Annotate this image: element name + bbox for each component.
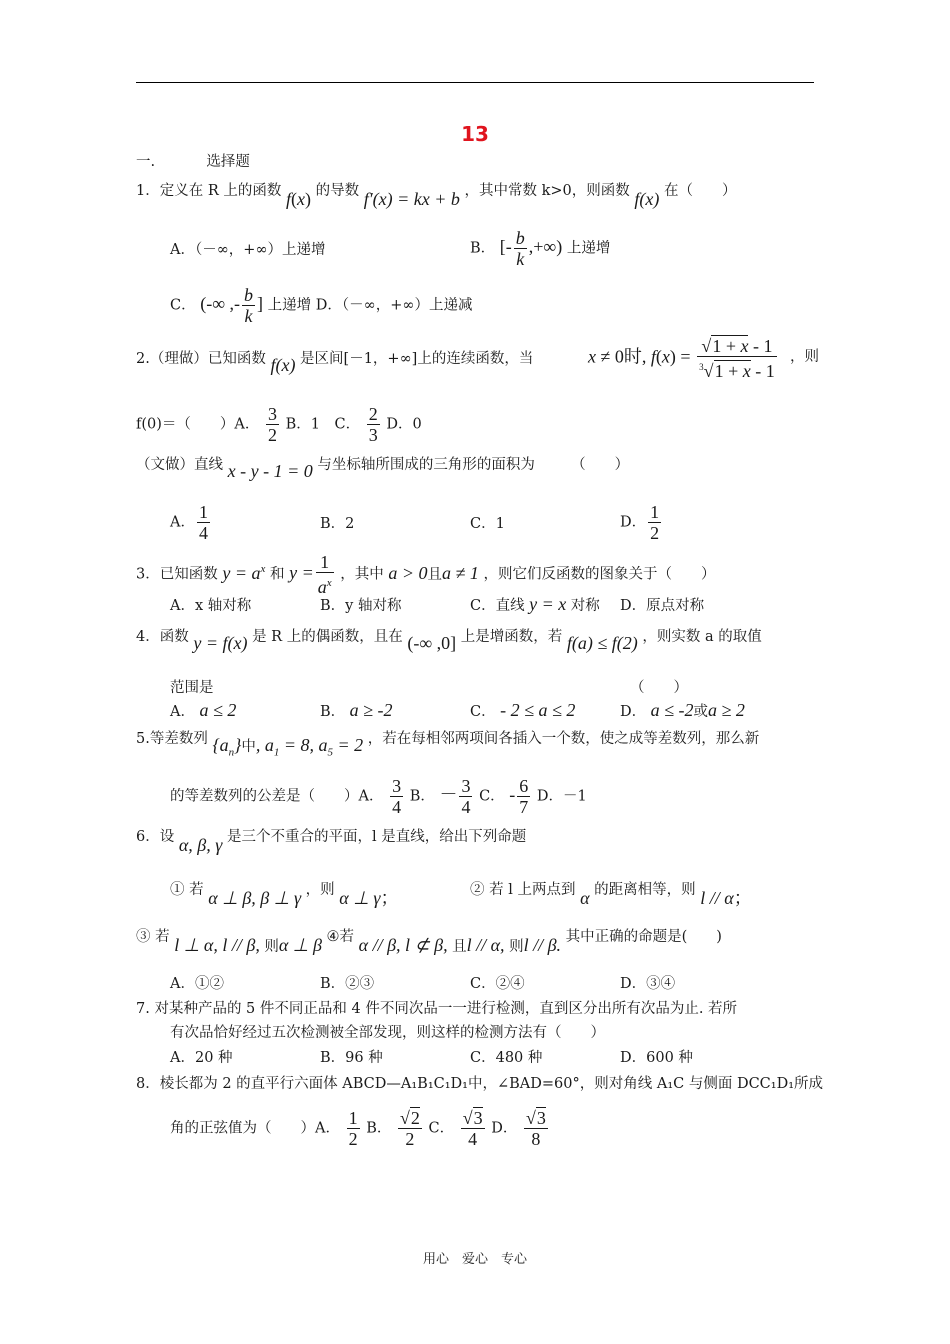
q1-math-derivative: f′(x) = kx + b [363,189,460,209]
q2w-option-a-label: A． [170,514,195,531]
q2-text: 是区间[－1，+∞]上的连续函数，当 [300,351,534,367]
q4-option-b-label: B． [320,704,346,720]
q7-option-c: C．480 种 [470,1050,543,1066]
question-4-stem: 4．函数 y = f(x) 是 R 上的偶函数，且在 (-∞ ,0] 上是增函数，若 f(a) ≤ f(2) ，则实数 a 的取值 [136,629,762,653]
q3-option-c-text: 对称 [570,598,600,614]
q3-text: 3．已知函数 [136,566,218,583]
question-6-stem: 6．设 α, β, γ 是三个不重合的平面，l 是直线，给出下列命题 [136,829,527,855]
question-5-stem: 5.等差数列 $\{a_n\}$中, $a_1 = 8$, $a_5 = 2$ ，若在每相邻两项间各插入一个数，使之成等差数列，那么新 [136,731,760,759]
q1-option-b: B． [- $\frac{b}{k}$ ,+∞) 上递增 [470,228,611,269]
q4-option-c-label: C． [470,704,496,720]
q1-option-b-label: B． [470,240,496,257]
q5-fraction-3-4: $\frac{3}{4}$ [461,776,471,817]
q8-fraction-sqrt2-2: $\frac{√2}{2}$ [399,1108,420,1149]
q7-option-b: B．96 种 [320,1050,383,1066]
q4-range-label: 范围是 [170,680,214,696]
q1-text: 在（ ） [664,183,737,199]
q3-option-d: D．原点对称 [620,598,705,614]
q1-math-fx: f [285,189,291,209]
q6-prop-2: ② 若 l 上两点到 α 的距离相等，则 l // α； [470,882,752,908]
q1-option-c-text: 上递增 D．（－∞，+∞）上递减 [267,297,473,314]
q6-prop-2-text: 的距离相等，则 [594,882,696,898]
q4-text: 上是增函数，若 [460,629,563,645]
question-2w-stem [136,451,630,481]
q3-text: ，其中 [340,566,384,583]
q1-option-c-d: C． (-∞ ,- $\frac{b}{k}$ ] 上递增 D．（－∞，+∞）上递减 [170,285,473,326]
q2-options [136,404,422,445]
q6-option-d: D．③④ [620,976,676,992]
q2w-option-a [170,502,212,543]
q8-option-b: B． [366,1120,392,1137]
q2-fraction-radicals: $\frac{√1 + x - 1}{^3√1 + x - 1}$ [699,336,775,381]
question-3-stem: 3．已知函数 $y = a^x$ 和 y = $\frac{1}{a^x}$ ，其中 a > 0且a ≠ 1 ，则它们反函数的图象关于（ ） [136,552,716,597]
q6-tail: 其中正确的命题是( ) [565,929,722,945]
question-1-stem: 1．定义在 R 上的函数 f(x) 的导数 f′(x) = kx + b ，其中常数 k>0，则函数 f(x) 在（ ） [136,183,737,209]
q4-option-d: D． a ≤ -2或a ≥ 2 [620,700,745,720]
q5-fraction-6-7: $\frac{6}{7}$ [519,776,529,817]
q5-option-b: B． [409,788,435,805]
q1-fraction-b-over-k: $\frac{b}{k}$ [515,228,525,269]
q1-option-c-label: C． [170,297,196,314]
q2-option-b: B．1 C． [285,416,361,433]
q2-option-d: D．0 [386,416,422,433]
q6-option-b: B．②③ [320,976,375,992]
q6-prop-3-text: ③ 若 [136,929,170,945]
q8-fraction-sqrt3-8: $\frac{√3}{8}$ [525,1108,546,1149]
q5-options: 的等差数列的公差是（ ）A． $\frac{3}{4}$ B． － $\frac{3}{4}$ C． - $\frac{6}{7}$ D．－1 [170,776,587,817]
section-title: 选择题 [206,154,250,170]
q2-ask: f(0)＝（ ）A． [136,416,260,433]
q5-option-c: C． [479,788,505,805]
q3-math-cond: a > 0且a ≠ 1 [388,562,479,583]
q6-prop-2-text: ② 若 l 上两点到 [470,882,576,898]
q2w-option-c: C．1 [470,516,505,532]
q8-options [170,1108,550,1149]
q8-option-d: D． [491,1120,518,1137]
q7-option-d: D．600 种 [620,1050,693,1066]
q4-text: ，则实数 a 的取值 [642,629,762,645]
q1-text: 1．定义在 R 上的函数 [136,183,282,199]
q5-text: ，若在每相邻两项间各插入一个数，使之成等差数列，那么新 [367,731,760,747]
q4-option-a: A． a ≤ 2 [170,700,237,720]
q1-math-fx: f(x) [634,189,660,209]
question-8-line-1: 8．棱长都为 2 的直平行六面体 ABCD—A₁B₁C₁D₁中，∠BAD=60°，则对角线 A₁C 与侧面 DCC₁D₁所成 [136,1076,824,1092]
q8-text: 角的正弦值为（ ）A． [170,1120,340,1137]
q2w-option-b: B．2 [320,516,355,532]
q8-option-c: C． [428,1120,455,1137]
q6-text: 是三个不重合的平面，l 是直线，给出下列命题 [226,829,527,845]
q6-option-c: C．②④ [470,976,525,992]
q2w-option-d [620,502,663,543]
q6-prop-1-text: ，则 [305,882,335,898]
q6-option-a: A．①② [170,976,224,992]
q2w-option-d-label: D． [620,514,647,531]
q1-text: 的导数 [315,183,360,199]
q3-option-a: A．x 轴对称 [170,598,252,614]
q6-prop-4-text: ④若 [326,929,355,945]
q3-text: 和 [269,566,285,583]
q5-text: 5.等差数列 [136,731,208,747]
q2-condition-formula: x ≠ 0时, f(x) = $\frac{√1 + x - 1}{^3√1 + x - 1}$ [588,336,775,381]
q6-props-3-4: ③ 若 l ⊥ α, l // β, 则α ⊥ β ④若 α // β, l ⊄ β, 且l // α, 则l // β. 其中正确的命题是( ) [136,929,722,955]
q3-option-b: B．y 轴对称 [320,598,402,614]
q4-text: 是 R 上的偶函数，且在 [252,629,403,645]
q5-text: 的等差数列的公差是（ ）A． [170,788,384,805]
q4-text: 4．函数 [136,629,189,645]
q2-math-fx: f(x) [270,355,296,375]
q2w-math-line: x - y - 1 = 0 [227,461,313,481]
page-number-title: 13 [461,122,489,146]
q2w-text: （文做）直线 [136,457,223,473]
question-7-line-1: 7. 对某种产品的 5 件不同正品和 4 件不同次品一一进行检测，直到区分出所有次品为止. 若所 [136,1001,738,1017]
q2w-fraction-1-2: $\frac{1}{2}$ [650,502,660,543]
q2-text: 2.（理做）已知函数 [136,351,266,367]
question-7-line-2: 有次品恰好经过五次检测被全部发现，则这样的检测方法有（ ） [170,1025,605,1041]
q4-option-d-label: D． [620,704,647,720]
q4-answer-paren: （ ） [630,680,688,696]
question-2-stem [136,345,534,375]
q3-fraction-1-over-ax: $\frac{1}{a^x}$ [317,552,332,597]
q4-option-c: C． - 2 ≤ a ≤ 2 [470,700,576,720]
q7-option-a: A．20 种 [170,1050,233,1066]
q2-then: ，则 [790,349,819,365]
q8-fraction-sqrt3-4: $\frac{√3}{4}$ [462,1108,483,1149]
q6-prop-1-text: ① 若 [170,882,204,898]
q2w-text: 与坐标轴所围成的三角形的面积为 （ ） [317,457,630,473]
q2-fraction-3-2: $\frac{3}{2}$ [268,404,277,445]
q3-math-ax: $y = a^x$ [222,562,266,583]
q3-option-c-label: C．直线 [470,598,525,614]
header-rule [136,82,814,83]
q2w-fraction-1-4: $\frac{1}{4}$ [198,502,208,543]
q5-option-d: D．－1 [536,788,587,805]
q4-option-a-label: A． [170,704,195,720]
section-heading [136,150,250,174]
q4-option-b: B． a ≥ -2 [320,700,393,720]
q1-fraction-b-over-k: $\frac{b}{k}$ [244,285,254,326]
q1-option-a: A．（－∞，+∞）上递增 [170,242,326,258]
q3-option-c: C．直线 y = x 对称 [470,594,600,614]
q1-option-b-text: 上递增 [566,240,611,257]
q6-text: 6．设 [136,829,175,845]
q2-fraction-2-3: $\frac{2}{3}$ [368,404,378,445]
q6-prop-1: ① 若 α ⊥ β, β ⊥ γ ，则 α ⊥ γ； [170,882,399,908]
q3-text: ，则它们反函数的图象关于（ ） [483,566,716,583]
q5-fraction-3-4: $\frac{3}{4}$ [392,776,402,817]
page-footer: 用心 爱心 专心 [422,1252,527,1267]
q8-fraction-1-2: $\frac{1}{2}$ [348,1108,358,1149]
section-label: 一. [136,154,156,170]
q1-text: ，其中常数 k>0，则函数 [464,183,630,199]
